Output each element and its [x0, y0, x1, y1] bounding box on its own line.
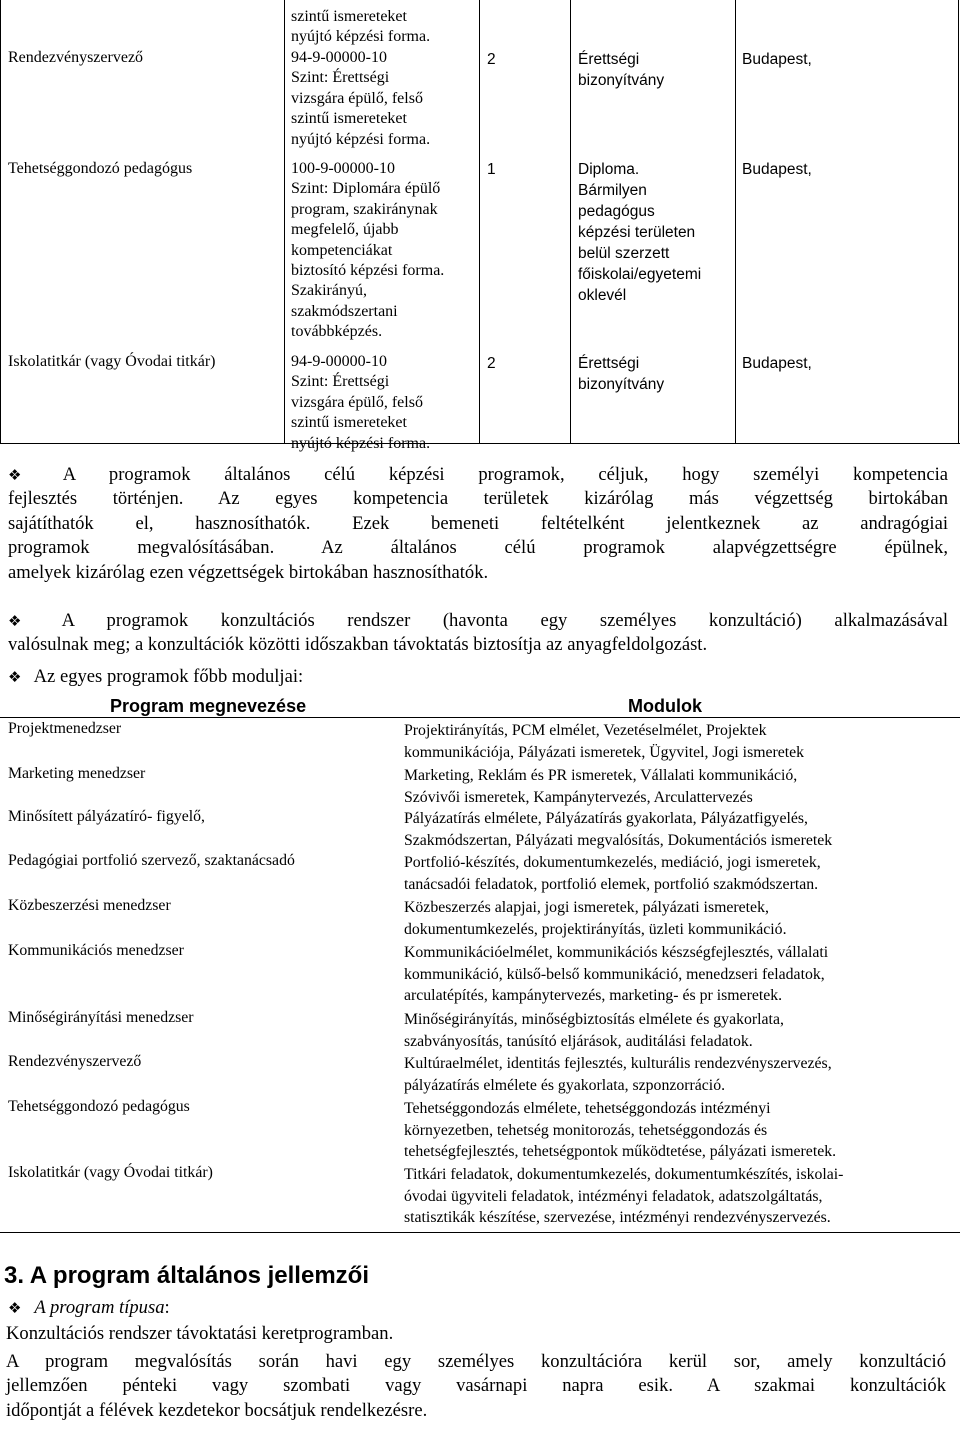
programs-table — [0, 0, 960, 452]
code-cell — [291, 48, 430, 150]
program-name: Projektmenedzser — [8, 720, 122, 737]
module-line: dokumentumkezelés, projektirányítás, üzleti kommunikáció. — [404, 920, 787, 938]
program-name-cell: Tehetséggondozó pedagógus — [8, 160, 193, 177]
code-line: nyújtó képzési forma. — [291, 434, 431, 452]
paragraph-line: időpontját a félévek kezdetekor bocsátjuk rendelkezésre. — [6, 1399, 428, 1421]
module-line: környezetben, tehetség monitorozás, tehetséggondozás és — [404, 1121, 768, 1139]
prereq-line: oklevél — [578, 287, 627, 304]
code-line: kompetenciákat — [291, 241, 393, 259]
code-line: nyújtó képzési forma. — [291, 28, 431, 46]
paragraph-line: valósulnak meg; a konzultációk közötti időszakban távoktatás biztosítja az anyagfeldolgozást. — [8, 634, 708, 656]
code-line: továbbképzés. — [291, 323, 383, 341]
module-line: szabványosítás, tanúsító eljárások, auditálási feladatok. — [404, 1032, 753, 1050]
prereq-line: Érettségi — [578, 355, 640, 372]
prereq-line: Érettségi — [578, 51, 640, 68]
program-name: Pedagógiai portfolió szervező, szaktanácsadó — [8, 852, 295, 869]
prerequisite-cell — [578, 159, 701, 306]
text: Az egyes programok főbb moduljai: — [33, 666, 304, 687]
module-line: Kommunikációelmélet, kommunikációs készségfejlesztés, vállalati — [404, 944, 829, 961]
modules-text — [404, 1053, 924, 1096]
paragraph-line: A program megvalósítás során havi egy személyes konzultációra kerül sor, amely konzultáció — [6, 1351, 946, 1372]
column-header-program: Program megnevezése — [110, 696, 307, 716]
table-border — [958, 0, 959, 444]
module-line: Marketing, Reklám és PR ismeretek, Vállalati kommunikáció, — [404, 767, 798, 784]
code-line: megfelelő, újabb — [291, 221, 399, 239]
module-line: tanácsadói feladatok, portfolió elemek, portfolió szakmódszertan. — [404, 875, 819, 893]
code-line: biztosító képzési forma. — [291, 262, 445, 280]
count-cell: 2 — [487, 51, 496, 68]
text: A programok konzultációs rendszer (havonta egy személyes konzultáció) alkalmazásával — [61, 610, 948, 631]
colon: : — [164, 1297, 170, 1318]
text: A programok általános célú képzési programok, céljuk, hogy személyi kompetencia — [62, 464, 948, 485]
table-border — [0, 443, 960, 444]
program-type-label — [8, 1297, 170, 1319]
type-label-text: A program típusa — [34, 1297, 165, 1318]
module-line: pályázatírás elmélete és gyakorlata, szponzorráció. — [404, 1076, 726, 1094]
module-line: kommunikációja, Pályázati ismeretek, Ügyvitel, Jogi ismeretek — [404, 743, 805, 761]
code-line: vizsgára épülő, felső — [291, 393, 423, 411]
module-line: kommunikáció, külső-belső kommunikáció, menedzseri feladatok, — [404, 965, 825, 983]
paragraph-line — [8, 609, 948, 633]
modules-text — [404, 1009, 924, 1052]
program-name: Tehetséggondozó pedagógus — [8, 1098, 190, 1115]
table-border — [284, 0, 285, 444]
code-cell — [291, 7, 430, 48]
paragraph-line: sajátíthatók el, hasznosíthatók. Ezek bemeneti feltételként jelentkeznek az andragógiai — [8, 512, 948, 534]
code-line: szintű ismereteket — [291, 414, 407, 432]
prerequisite-cell — [578, 49, 664, 91]
paragraph-line: programok megvalósításában. Az általános célú programok alapvégzettségre épülnek, — [8, 537, 948, 559]
code-line: szintű ismereteket — [291, 8, 407, 25]
table-bottom-rule — [0, 1232, 960, 1233]
place-cell: Budapest, — [742, 161, 812, 178]
paragraph-line: jellemzően pénteki vagy szombati vagy vasárnapi napra esik. A szakmai konzultációk — [6, 1375, 946, 1397]
code-line: 94-9-00000-10 — [291, 49, 387, 66]
prerequisite-cell — [578, 353, 664, 395]
prereq-line: Diploma. — [578, 161, 640, 178]
paragraph-line: amelyek kizárólag ezen végzettségek birtokában hasznosíthatók. — [8, 561, 489, 583]
module-line: Tehetséggondozás elmélete, tehetséggondozás intézményi — [404, 1100, 771, 1117]
code-line: szakmódszertani — [291, 302, 398, 320]
code-cell — [291, 352, 430, 454]
place-cell: Budapest, — [742, 51, 812, 68]
program-name: Iskolatitkár (vagy Óvodai titkár) — [8, 1164, 213, 1181]
table-header-rule — [0, 717, 960, 718]
consultation-paragraph — [8, 609, 948, 658]
code-line: szintű ismereteket — [291, 110, 407, 128]
program-name: Minőségirányítási menedzser — [8, 1009, 194, 1026]
count-cell: 2 — [487, 355, 496, 372]
bullet-icon: ❖ — [8, 1299, 22, 1317]
prereq-line: Bármilyen — [578, 182, 647, 199]
code-line: Szint: Érettségi — [291, 373, 390, 391]
table-border — [479, 0, 480, 444]
paragraph-line — [8, 665, 948, 689]
prereq-line: főiskolai/egyetemi — [578, 266, 702, 283]
module-line: Titkári feladatok, dokumentumkezelés, dokumentumkészítés, iskolai- — [404, 1166, 844, 1183]
module-line: Minőségirányítás, minőségbiztosítás elmélete és gyakorlata, — [404, 1011, 784, 1028]
bullet-icon: ❖ — [8, 612, 22, 630]
bullet-icon: ❖ — [8, 668, 22, 686]
prereq-line: belül szerzett — [578, 245, 670, 262]
modules-text — [404, 765, 924, 808]
program-name: Kommunikációs menedzser — [8, 942, 184, 959]
modules-text — [404, 897, 924, 940]
prereq-line: bizonyítvány — [578, 72, 665, 89]
code-line: nyújtó képzési forma. — [291, 130, 431, 148]
module-line: tehetségfejlesztés, tehetségpontok működtetése, pályázati ismeretek. — [404, 1143, 837, 1160]
program-type-text: Konzultációs rendszer távoktatási keretprogramban. — [6, 1323, 394, 1344]
program-name: Minősített pályázatíró- figyelő, — [8, 808, 205, 825]
code-line: 94-9-00000-10 — [291, 353, 387, 370]
modules-text — [404, 808, 924, 851]
table-border — [570, 0, 571, 444]
code-cell — [291, 159, 444, 343]
prereq-line: bizonyítvány — [578, 376, 665, 393]
code-line: program, szakiránynak — [291, 200, 438, 218]
module-line: Szakmódszertan, Pályázati megvalósítás, Dokumentációs ismeretek — [404, 831, 833, 849]
column-header-modules: Modulok — [628, 696, 702, 716]
program-name-cell: Iskolatitkár (vagy Óvodai titkár) — [8, 353, 216, 370]
module-line: Szóvivői ismeretek, Kampánytervezés, Arculattervezés — [404, 788, 753, 806]
module-line: statisztikák készítése, szervezése, intézményi rendezvényszervezés. — [404, 1209, 831, 1226]
table-border — [0, 0, 1, 444]
count-cell: 1 — [487, 161, 496, 178]
module-line: Projektirányítás, PCM elmélet, Vezetéselmélet, Projektek — [404, 722, 767, 739]
bullet-icon: ❖ — [8, 466, 22, 484]
code-line: Szakirányú, — [291, 282, 367, 300]
general-purpose-paragraph — [8, 463, 948, 585]
program-name-cell: Rendezvényszervező — [8, 49, 144, 66]
modules-text — [404, 720, 924, 763]
program-name: Közbeszerzési menedzser — [8, 897, 171, 914]
program-name: Marketing menedzser — [8, 765, 146, 782]
module-line: Kultúraelmélet, identitás fejlesztés, kulturális rendezvényszervezés, — [404, 1055, 832, 1072]
final-paragraph — [6, 1350, 946, 1423]
place-cell: Budapest, — [742, 355, 812, 372]
table-border — [735, 0, 736, 444]
module-line: óvodai ügyviteli feladatok, intézményi feladatok, adatszolgáltatás, — [404, 1187, 823, 1205]
code-line: 100-9-00000-10 — [291, 160, 395, 177]
module-line: Pályázatírás elmélete, Pályázatírás gyakorlata, Pályázatfigyelés, — [404, 810, 808, 827]
code-line: Szint: Érettségi — [291, 69, 390, 87]
paragraph-line — [8, 463, 948, 487]
section-heading: 3. A program általános jellemzői — [4, 1262, 369, 1289]
modules-text — [404, 852, 924, 895]
code-line: vizsgára épülő, felső — [291, 89, 423, 107]
modules-intro — [8, 665, 948, 689]
modules-text — [404, 1098, 924, 1163]
code-line: Szint: Diplomára épülő — [291, 180, 441, 198]
module-line: arculatépítés, kampánytervezés, marketing- és pr ismeretek. — [404, 987, 783, 1004]
modules-text — [404, 942, 924, 1007]
modules-text — [404, 1164, 924, 1229]
module-line: Közbeszerzés alapjai, jogi ismeretek, pályázati ismeretek, — [404, 899, 769, 916]
prereq-line: képzési területen — [578, 224, 696, 241]
paragraph-line: fejlesztés történjen. Az egyes kompetencia területek kizárólag más végzettség birtokában — [8, 488, 948, 510]
prereq-line: pedagógus — [578, 203, 655, 220]
program-name: Rendezvényszervező — [8, 1053, 142, 1070]
module-line: Portfolió-készítés, dokumentumkezelés, mediáció, jogi ismeretek, — [404, 854, 821, 871]
